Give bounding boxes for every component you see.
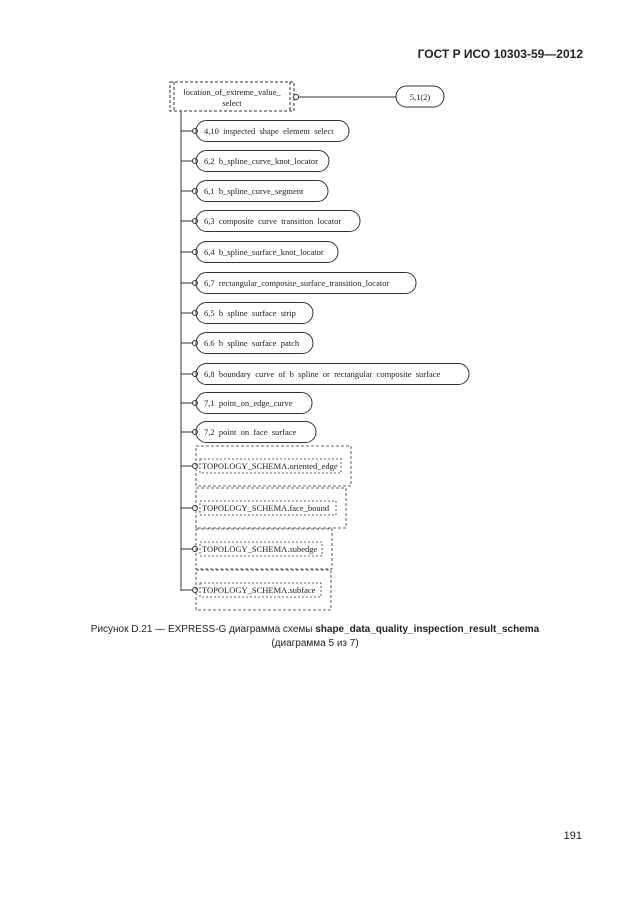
entity-label: TOPOLOGY_SCHEMA.subedge (202, 544, 318, 554)
entity-node-10 (181, 393, 312, 414)
entity-label: 6,3 composite curve transition locator (204, 216, 342, 226)
caption-schema-name: shape_data_quality_inspection_result_schema (315, 624, 540, 635)
branch-end-circle (193, 464, 198, 469)
entity-node-13 (181, 488, 346, 528)
branch-end-circle (193, 547, 198, 552)
branch-end-circle (193, 430, 198, 435)
entity-label: 6,8 boundary curve of b spline or rectangular composite surface (204, 369, 441, 379)
entity-label: TOPOLOGY_SCHEMA.face_bound (202, 503, 330, 513)
root-label-line2: select (222, 98, 242, 108)
entity-node-3 (181, 181, 328, 202)
entity-label: 4,10 inspected shape element select (204, 126, 334, 136)
branch-end-circle (193, 281, 198, 286)
entity-node-2 (181, 151, 329, 172)
branch-end-circle (193, 341, 198, 346)
branch-end-circle (193, 311, 198, 316)
page-number: 191 (563, 830, 582, 842)
entity-label: 7,1 point_on_edge_curve (204, 398, 293, 408)
entity-node-6 (181, 273, 416, 294)
entity-label: 6,5 b spline surface strip (204, 308, 296, 318)
entity-label: 6.6 b spline surface patch (204, 338, 300, 348)
branch-end-circle (193, 250, 198, 255)
branch-end-circle (193, 372, 198, 377)
branch-end-circle (193, 401, 198, 406)
entity-label: 6,2 b_spline_curve_knot_locator (204, 156, 319, 166)
branch-end-circle (193, 189, 198, 194)
entity-label: 7,2 point on face surface (204, 427, 297, 437)
branch-end-circle (193, 129, 198, 134)
standard-header: ГОСТ Р ИСО 10303-59—2012 (417, 47, 583, 61)
entity-label: TOPOLOGY_SCHEMA.oriented_edge (202, 461, 338, 471)
branch-end-circle (193, 159, 198, 164)
entity-node-9 (181, 364, 469, 385)
branch-end-circle (193, 219, 198, 224)
entity-label: TOPOLOGY_SCHEMA.subface (202, 585, 316, 595)
figure-caption (0, 623, 630, 651)
caption-line2: (диаграмма 5 из 7) (271, 638, 359, 649)
entity-node-4 (181, 211, 360, 232)
entity-node-7 (181, 303, 313, 324)
entity-node-14 (181, 529, 332, 569)
branch-end-circle (193, 588, 198, 593)
branch-end-circle (193, 506, 198, 511)
entity-node-1 (181, 121, 349, 142)
entity-label: 6,7 rectangular_composite_surface_transition_locator (204, 278, 390, 288)
entity-node-5 (181, 242, 338, 263)
caption-prefix: Рисунок D.21 — EXPRESS-G диаграмма схемы (90, 624, 316, 635)
entity-node-11 (181, 422, 316, 443)
entity-node-8 (181, 333, 313, 354)
entity-label: 6,4 b_spline_surface_knot_locator (204, 247, 324, 257)
root-label-line1: location_of_extreme_value_ (183, 87, 281, 97)
entity-node-12 (181, 446, 351, 486)
page-ref-label: 5,1(2) (409, 92, 431, 102)
entity-label: 6,1 b_spline_curve_segment (204, 186, 304, 196)
entity-node-15 (181, 570, 331, 610)
